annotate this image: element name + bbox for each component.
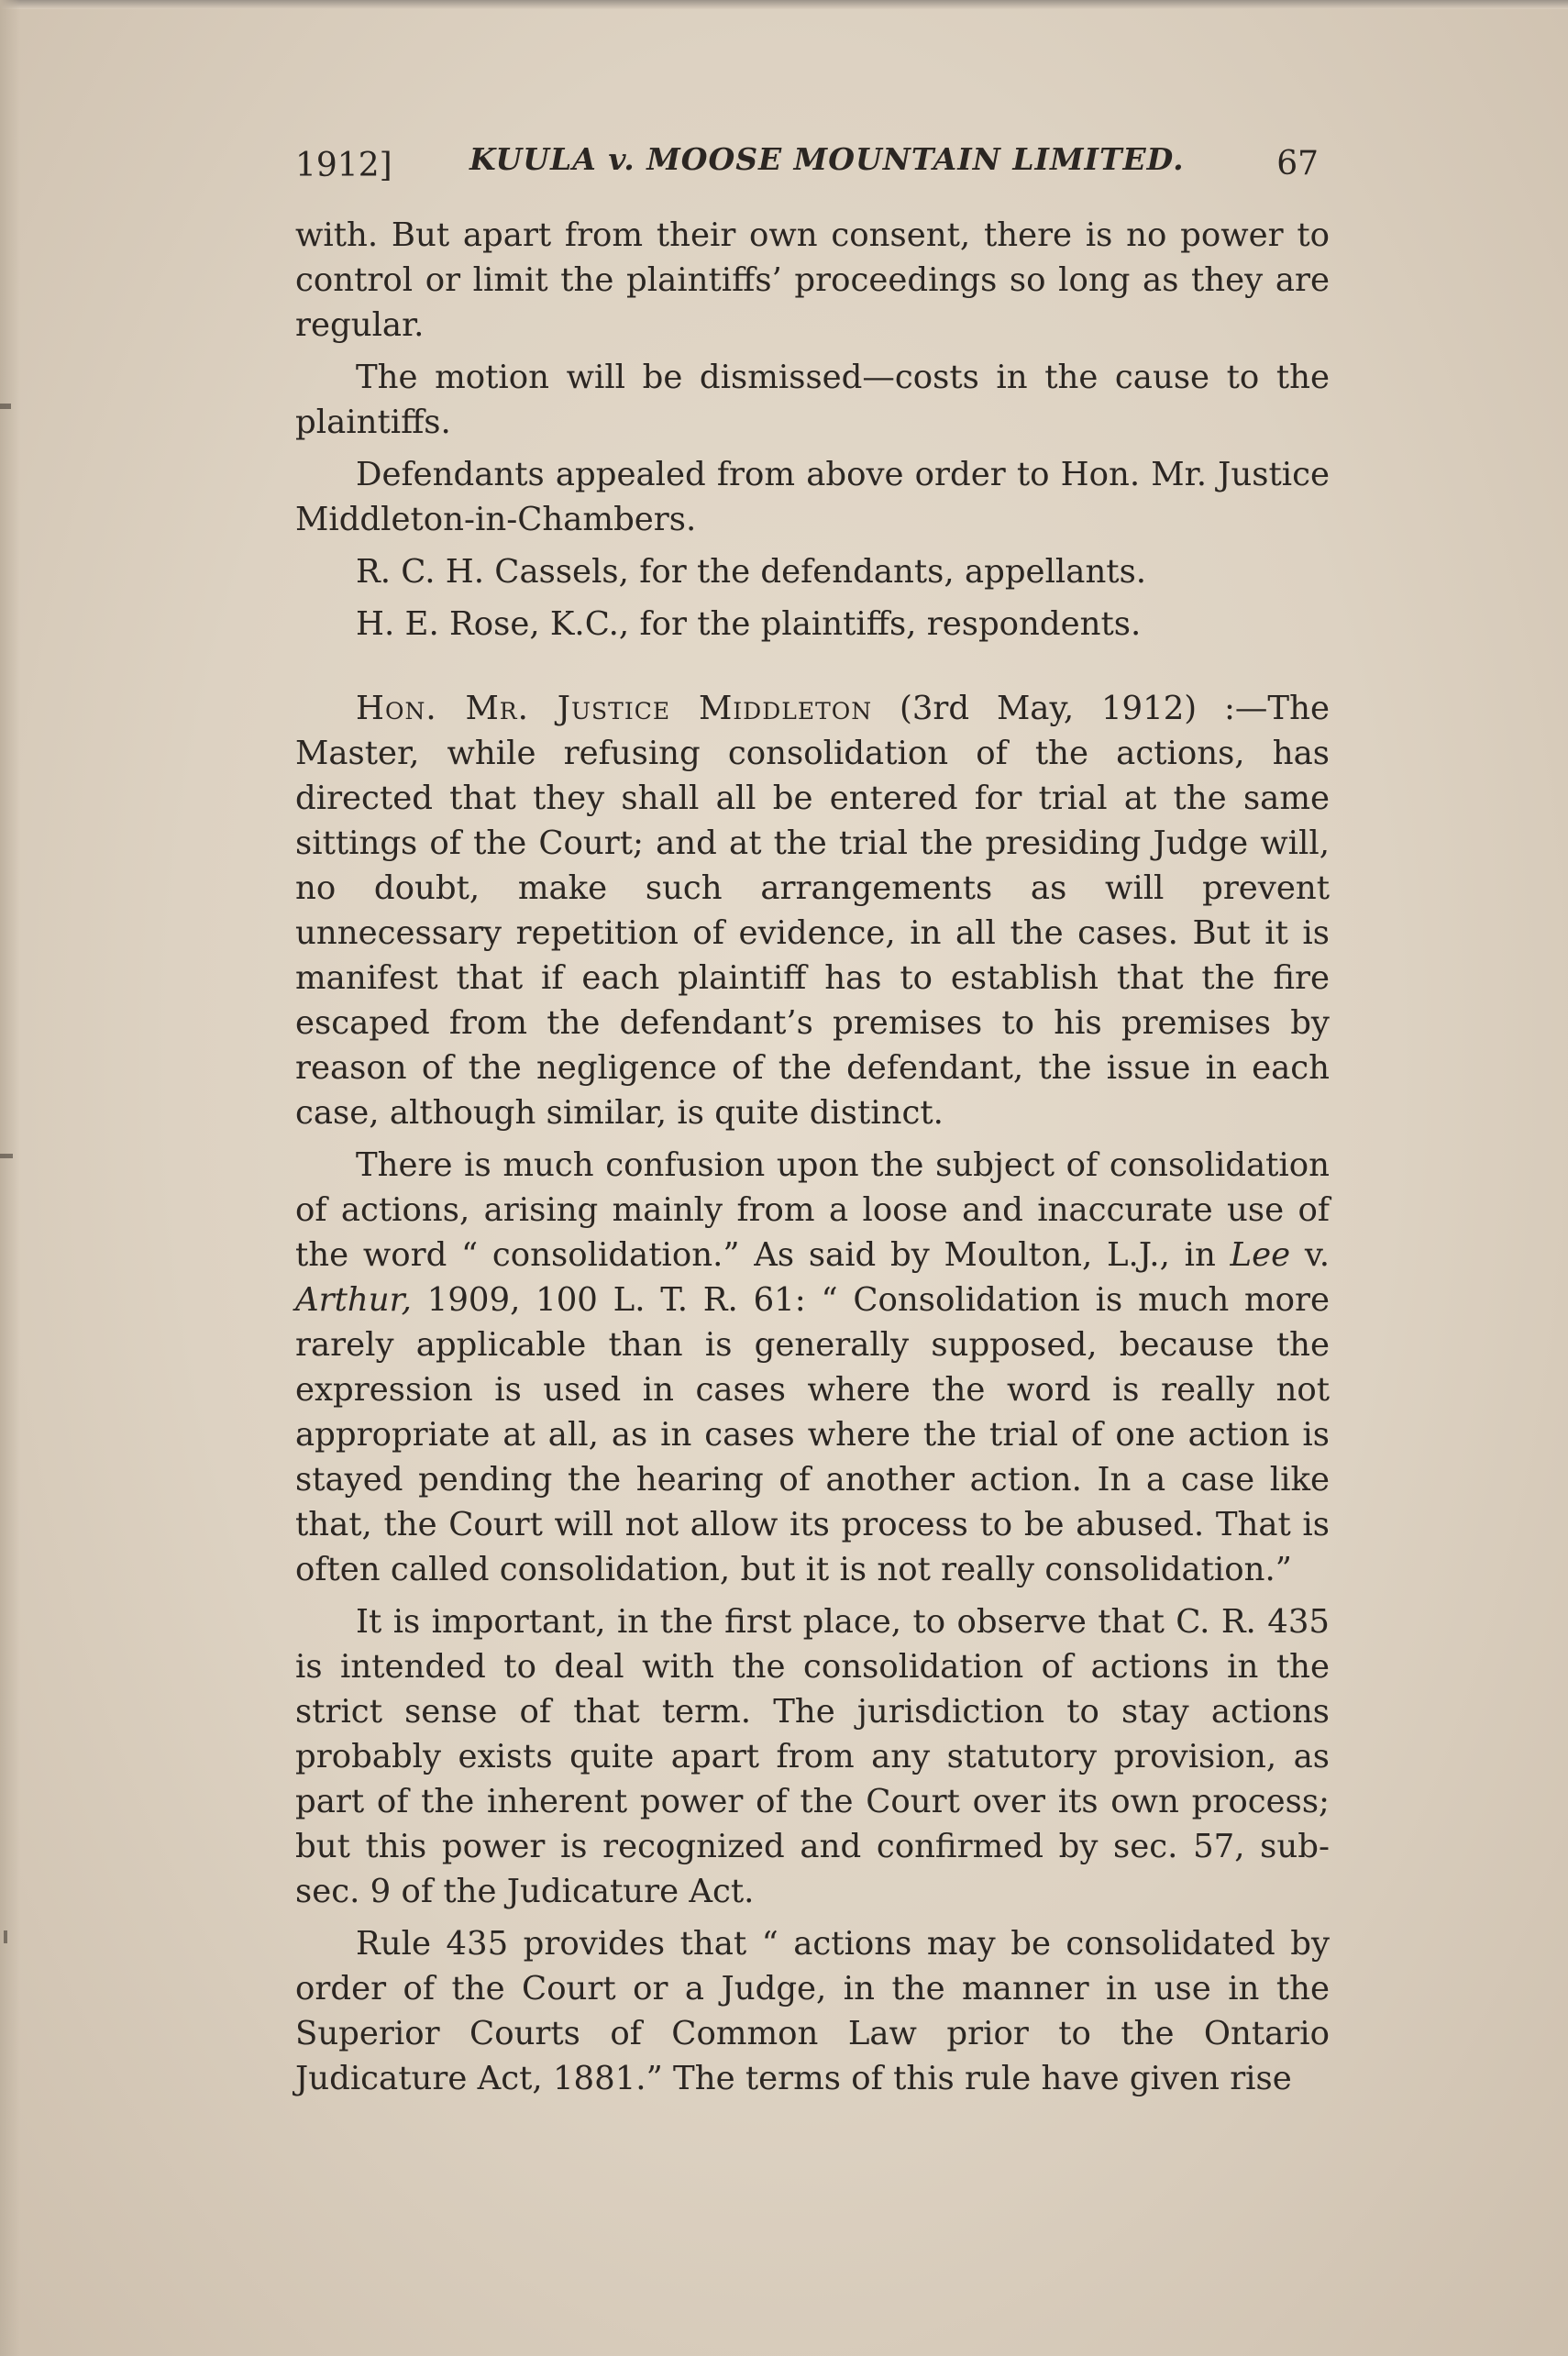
- running-head: [295, 138, 1330, 193]
- scan-speck: [0, 1154, 13, 1158]
- paragraph-judgment-opening: [295, 686, 1330, 1135]
- scan-speck: [0, 404, 11, 409]
- page-top-edge: [0, 0, 1568, 9]
- paragraph-appeal: Defendants appealed from above order to Hon. Mr. Justice Middleton-in-Chambers.: [295, 456, 1330, 538]
- section-gap: [295, 654, 1330, 686]
- paragraph-motion-dismissed: The motion will be dismissed—costs in the cause to the plaintiffs.: [295, 359, 1330, 441]
- paragraph-rule-435-text: Rule 435 provides that “ actions may be consolidated by order of the Court or a Judge, in the manner in use in the Superior Courts of Common Law prior to the Ontario Judicature Act, 1881.” The terms of this rule have given rise: [295, 1925, 1330, 2097]
- paragraph-text-part: There is much confusion upon the subject of consolidation of actions, arising mainly from a loose and inaccurate use of the word “ consolidation.” As said by Moulton, L.J., in: [295, 1146, 1330, 1274]
- paragraph-consolidation-confusion: [295, 1143, 1330, 1592]
- page-text: [295, 138, 1330, 2108]
- page-binding-edge: [0, 0, 20, 2356]
- running-head-title: KUULA v. MOOSE MOUNTAIN LIMITED.: [469, 141, 1185, 177]
- case-name-lee: Lee: [1230, 1236, 1291, 1274]
- judgment-opening-text: (3rd May, 1912) :—The Master, while refusing consolidation of the actions, has directed that they shall all be entered for trial at the same sittings of the Court; and at the trial the presiding Judge will, no doubt, make such arrangements as will prevent unnecessary repetition of evidence, in all the cases. But it is manifest that if each plaintiff has to establish that the fire escaped from the defendant’s premises to his premises by reason of the negligence of the defendant, the issue in each case, although similar, is quite distinct.: [295, 690, 1330, 1132]
- counsel-plaintiffs: H. E. Rose, K.C., for the plaintiffs, respondents.: [356, 605, 1142, 643]
- scan-speck: [4, 1930, 7, 1943]
- paragraph-text-part: 1909, 100 L. T. R. 61: “ Consolidation is much more rarely applicable than is generally supposed, because the expression is used in cases where the word is really not appropriate at all, as in cases where the trial of one action is stayed pending the hearing of another action. In a case like that, the Court will not allow its process to be abused. That is often called consolidation, but it is not really consolidation.”: [295, 1281, 1330, 1588]
- page-number: 67: [1276, 145, 1319, 183]
- paragraph-rule-435-purpose: It is important, in the first place, to observe that C. R. 435 is intended to deal with the consolidation of actions in the strict sense of that term. The jurisdiction to stay actions probably exists quite apart from any statutory provision, as part of the inherent power of the Court over its own process; but this power is recognized and confirmed by sec. 57, sub-sec. 9 of the Judicature Act.: [295, 1603, 1330, 1910]
- counsel-defendants: R. C. H. Cassels, for the defendants, appellants.: [356, 553, 1147, 591]
- case-versus: v.: [1290, 1236, 1330, 1274]
- case-name-arthur: Arthur,: [295, 1281, 412, 1319]
- judge-name-heading: Hon. Mr. Justice Middleton: [356, 690, 873, 727]
- paragraph-continuation: with. But apart from their own consent, there is no power to control or limit the plaintiffs’ proceedings so long as they are regular.: [295, 216, 1330, 344]
- running-head-year: 1912]: [295, 147, 392, 184]
